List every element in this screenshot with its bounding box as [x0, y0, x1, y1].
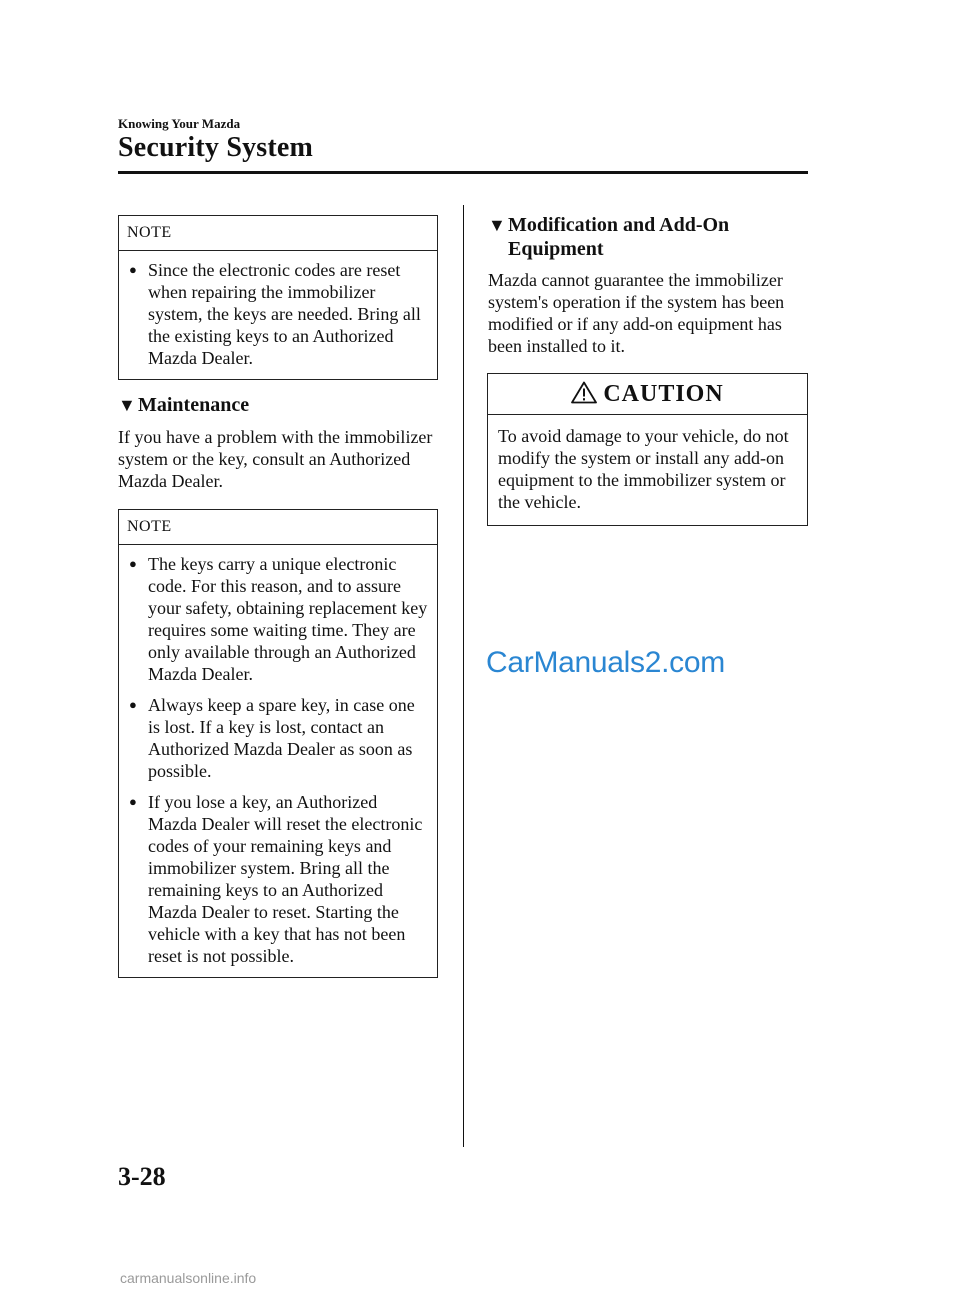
- note-box-2: [118, 509, 438, 978]
- bullet-icon: ●: [129, 697, 137, 712]
- modification-heading: ▼ Modification and Add-On Equipment: [488, 214, 730, 260]
- caution-label: CAUTION: [603, 381, 724, 407]
- note-item: ● The keys carry a unique electronic code. For this reason, and to assure your safety, obtaining replacement key requires some waiting time. They are only available through an Authorized Mazda Dealer.: [129, 554, 428, 684]
- caution-box: [487, 373, 808, 526]
- caution-header: [488, 374, 807, 415]
- note-label: NOTE: [119, 216, 437, 251]
- page-number: 3-28: [118, 1162, 166, 1191]
- watermark-text: CarManuals2.com: [486, 646, 725, 679]
- note-label: NOTE: [119, 510, 437, 545]
- bullet-icon: ●: [129, 556, 137, 571]
- caution-text: To avoid damage to your vehicle, do not modify the system or install any add-on equipment to the immobilizer system or the vehicle.: [498, 426, 789, 512]
- warning-triangle-icon: [571, 381, 597, 404]
- bullet-icon: ●: [129, 794, 137, 809]
- footer-watermark: carmanualsonline.info: [120, 1270, 257, 1286]
- note-item: ● If you lose a key, an Authorized Mazda Dealer will reset the electronic codes of your remaining keys and immobilizer system. Bring all the remaining keys to an Authorized Mazda Dealer to reset. Starting the vehicle with a key that has not been reset is not possible.: [129, 792, 423, 966]
- heading-triangle-icon: ▼: [118, 395, 136, 415]
- maintenance-text: If you have a problem with the immobilizer system or the key, consult an Authorized Mazda Dealer.: [118, 427, 433, 491]
- page-title: Security System: [118, 132, 314, 163]
- modification-text: Mazda cannot guarantee the immobilizer system's operation if the system has been modified or if any add-on equipment has been installed to it.: [488, 270, 785, 356]
- column-divider: [463, 205, 464, 1147]
- section-label: Knowing Your Mazda: [118, 116, 241, 131]
- note-item: ● Always keep a spare key, in case one is lost. If a key is lost, contact an Authorized Mazda Dealer as soon as possible.: [129, 695, 415, 781]
- bullet-icon: ●: [129, 262, 137, 277]
- title-rule: [118, 171, 808, 174]
- note-item: ● Since the electronic codes are reset when repairing the immobilizer system, the keys are needed. Bring all the existing keys to an Authorized Mazda Dealer.: [129, 260, 421, 368]
- maintenance-heading: ▼ Maintenance: [118, 394, 250, 416]
- heading-triangle-icon: ▼: [488, 215, 506, 235]
- note-box-1: [118, 215, 438, 380]
